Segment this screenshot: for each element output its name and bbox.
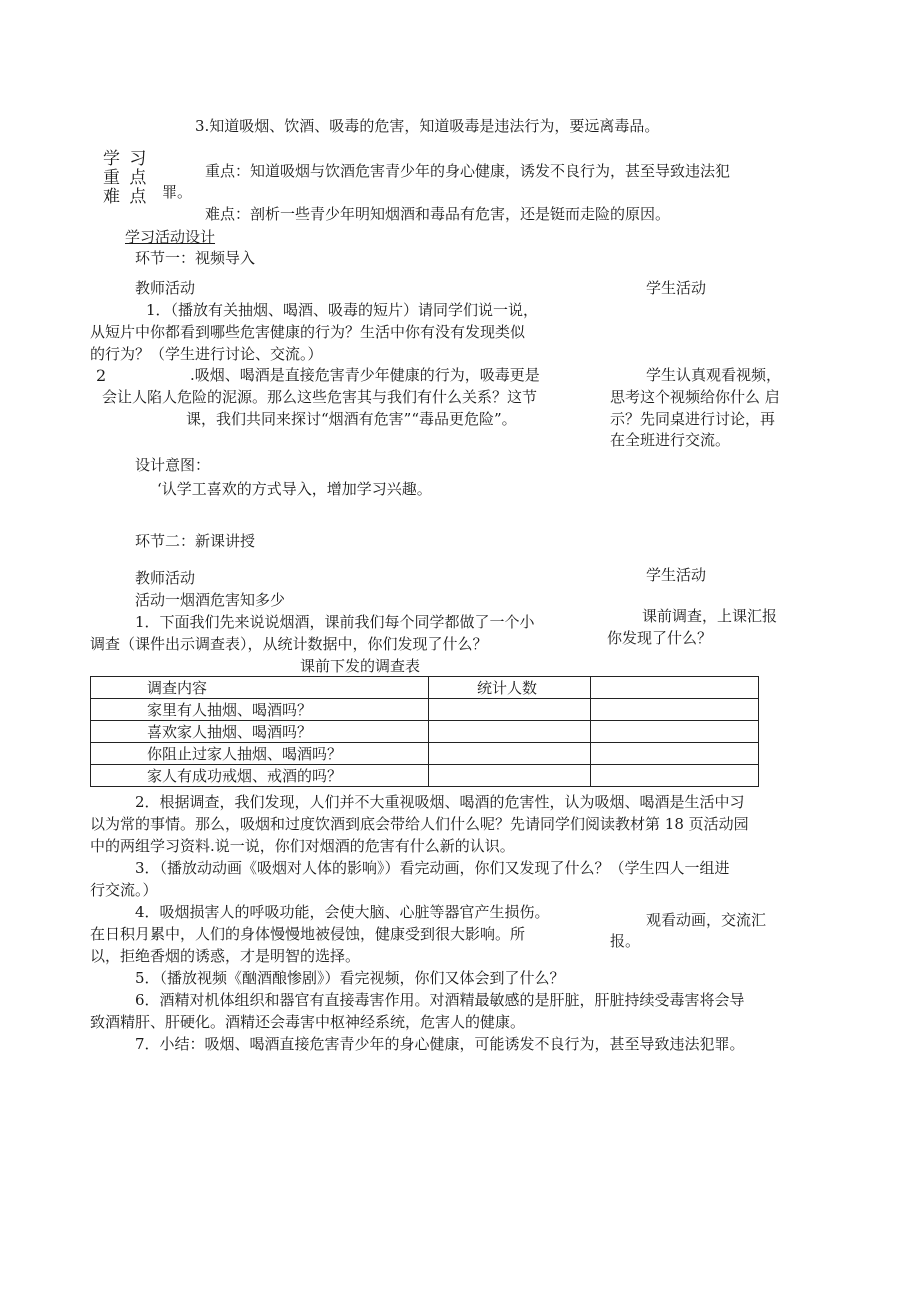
survey-header-count: 统计人数 <box>429 677 591 699</box>
difficulty-point: 难点：剖析一些青少年明知烟酒和毒品有危害，还是铤而走险的原因。 <box>205 205 671 223</box>
survey-extra-cell <box>591 765 759 787</box>
table-row <box>91 743 759 765</box>
survey-table-caption: 课前下发的调查表 <box>300 657 421 675</box>
section1-student-line1: 学生认真观看视频， <box>646 366 782 384</box>
design-intent-text: ‘认学工喜欢的方式导入，增加学习兴趣。 <box>157 480 432 498</box>
emphasis-line2: 罪。 <box>162 183 193 201</box>
section2-p1-line1: 1．下面我们先来说说烟酒，课前我们每个同学都做了一个小 <box>135 613 535 631</box>
section1-student-header: 学生活动 <box>646 279 707 297</box>
section2-p2-line1: 2．根据调查，我们发现，人们并不大重视吸烟、喝酒的危害性，认为吸烟、喝酒是生活中习 <box>135 793 745 811</box>
survey-header-content: 调查内容 <box>91 677 429 699</box>
objective-3: 3.知道吸烟、饮酒、吸毒的危害，知道吸毒是违法行为，要远离毒品。 <box>195 117 660 135</box>
section1-teacher-header: 教师活动 <box>135 279 196 297</box>
section2-student1-line1: 课前调查，上课汇报 <box>642 607 778 625</box>
section2-title: 环节二：新课讲授 <box>135 532 256 550</box>
survey-count-cell <box>429 699 591 721</box>
section1-title: 环节一：视频导入 <box>135 249 256 267</box>
activity-one-title: 活动一烟酒危害知多少 <box>135 591 286 609</box>
section1-teacher-p1-line3: 的行为？（学生进行讨论、交流。） <box>90 345 323 363</box>
design-intent-label: 设计意图： <box>135 456 211 474</box>
table-row <box>91 699 759 721</box>
section2-p1-line2: 调查（课件出示调查表），从统计数据中，你们发现了什么？ <box>90 635 488 653</box>
section1-teacher-p2-line2: 会让人陷人危险的泥源。那么这些危害其与我们有什么关系？这节 <box>102 388 538 406</box>
section1-student-line3: 示？先同桌进行讨论，再 <box>610 410 776 428</box>
section1-teacher-p2-line1: .吸烟、喝酒是直接危害青少年健康的行为，吸毒更是 <box>190 366 540 384</box>
section2-p4-line1: 4．吸烟损害人的呼吸功能，会使大脑、心脏等器官产生损伤。 <box>135 903 550 921</box>
section2-student2-line2: 报。 <box>610 932 641 950</box>
survey-extra-cell <box>591 743 759 765</box>
section2-student2-line1: 观看动画，交流汇 <box>646 911 767 929</box>
section2-p2-line3: 中的两组学习资料.说一说，你们对烟酒的危害有什么新的认识。 <box>90 837 515 855</box>
section1-teacher-p1-line1: 1．（播放有关抽烟、喝酒、吸毒的短片）请同学们说一说， <box>146 301 539 319</box>
section2-p4-line2: 在日积月累中，人们的身体慢慢地被侵蚀，健康受到很大影响。所 <box>90 925 526 943</box>
survey-count-cell <box>429 765 591 787</box>
section2-p6-line2: 致酒精肝、肝硬化。酒精还会毒害中枢神经系统，危害人的健康。 <box>90 1013 526 1031</box>
survey-header-extra <box>591 677 759 699</box>
section1-student-line2: 思考这个视频给你什么 启 <box>610 388 780 406</box>
section2-p4-line3: 以，拒绝香烟的诱惑，才是明智的选择。 <box>90 947 361 965</box>
section1-student-line4: 在全班进行交流。 <box>610 431 731 449</box>
section2-p3-line1: 3．（播放动动画《吸烟对人体的影响》）看完动画，你们又发现了什么？（学生四人一组进 <box>135 859 730 877</box>
key-points-label-line2: 重 点 <box>103 168 149 188</box>
section2-student-header: 学生活动 <box>646 566 707 584</box>
section1-teacher-p1-line2: 从短片中你都看到哪些危害健康的行为？生活中你有没有发现类似 <box>90 323 526 341</box>
survey-extra-cell <box>591 699 759 721</box>
survey-question: 你阻止过家人抽烟、喝酒吗？ <box>91 743 429 765</box>
key-points-label-line1: 学 习 <box>103 149 149 169</box>
section2-p6-line1: 6．酒精对机体组织和器官有直接毒害作用。对酒精最敏感的是肝脏，肝脏持续受毒害将会导 <box>135 991 745 1009</box>
survey-count-cell <box>429 721 591 743</box>
section2-p7-summary: 7．小结：吸烟、喝酒直接危害青少年的身心健康，可能诱发不良行为，甚至导致违法犯罪。 <box>135 1035 745 1053</box>
section1-teacher-p2-number: 2 <box>96 366 107 385</box>
emphasis-line1: 重点：知道吸烟与饮酒危害青少年的身心健康，诱发不良行为，甚至导致违法犯 <box>205 162 731 180</box>
survey-table-header-row <box>91 677 759 699</box>
section2-teacher-header: 教师活动 <box>135 569 196 587</box>
survey-table <box>90 676 759 787</box>
section2-p2-line2: 以为常的事情。那么，吸烟和过度饮酒到底会带给人们什么呢？先请同学们阅读教材第 18 页活动园 <box>90 815 749 833</box>
section2-p5: 5．（播放视频《酗酒酿惨剧》）看完视频，你们又体会到了什么？ <box>135 969 565 987</box>
survey-question: 家人有成功戒烟、戒酒的吗？ <box>91 765 429 787</box>
table-row <box>91 765 759 787</box>
survey-question: 喜欢家人抽烟、喝酒吗？ <box>91 721 429 743</box>
survey-count-cell <box>429 743 591 765</box>
table-row <box>91 721 759 743</box>
survey-extra-cell <box>591 721 759 743</box>
section1-teacher-p2-line3: 课，我们共同来探讨“烟酒有危害”“毒品更危险”。 <box>186 410 517 428</box>
survey-question: 家里有人抽烟、喝酒吗？ <box>91 699 429 721</box>
section2-student1-line2: 你发现了什么？ <box>607 629 713 647</box>
key-points-label-line3: 难 点 <box>103 187 149 207</box>
activity-design-heading: 学习活动设计 <box>125 228 216 246</box>
section2-p3-line2: 行交流。） <box>90 881 158 899</box>
